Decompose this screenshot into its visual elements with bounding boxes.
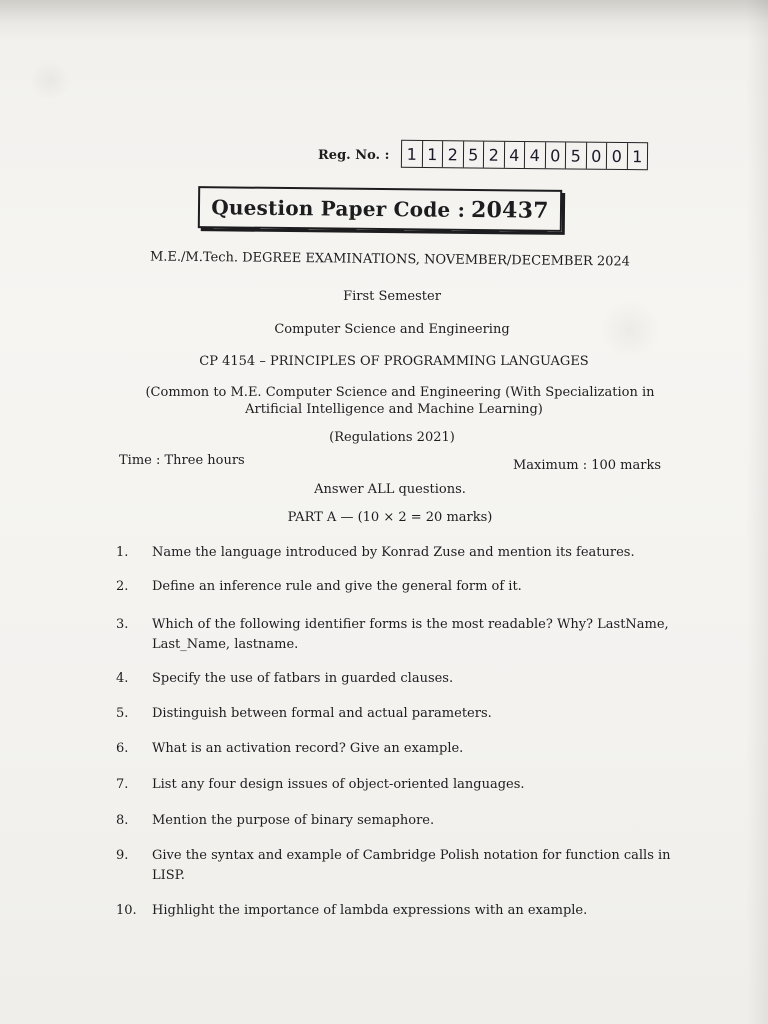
part-a-heading: PART A — (10 × 2 = 20 marks): [287, 510, 493, 525]
question-text: Which of the following identifier forms is the most readable? Why? LastName, Last_Name, lastname.: [152, 617, 669, 652]
reg-label: Reg. No. :: [318, 147, 390, 163]
reg-digit: 0: [607, 143, 628, 169]
semester: First Semester: [343, 289, 441, 304]
question-text: Distinguish between formal and actual parameters.: [152, 706, 492, 721]
common-note-line1: (Common to M.E. Computer Science and Engineering (With Specialization in: [145, 385, 655, 400]
question-number: 2.: [116, 579, 129, 594]
reg-digit: 4: [525, 142, 546, 168]
regulations: (Regulations 2021): [329, 430, 455, 445]
question-text: Mention the purpose of binary semaphore.: [152, 813, 435, 828]
reg-digit: 0: [546, 142, 567, 168]
question-text: Name the language introduced by Konrad Zuse and mention its features.: [152, 545, 635, 560]
paper-code-label: Question Paper Code :: [211, 195, 466, 222]
reg-digit: 1: [402, 141, 423, 167]
reg-digit: 5: [464, 141, 485, 167]
course-title: CP 4154 – PRINCIPLES OF PROGRAMMING LANGUAGES: [199, 354, 589, 369]
question-number: 5.: [116, 706, 129, 721]
question-text: Define an inference rule and give the general form of it.: [152, 579, 522, 594]
instruction: Answer ALL questions.: [314, 482, 466, 497]
question-text: What is an activation record? Give an example.: [152, 741, 464, 756]
reg-digit: 5: [566, 142, 587, 168]
scan-top-edge: [0, 0, 768, 40]
question-paper-code: [198, 186, 562, 232]
exam-title: M.E./M.Tech. DEGREE EXAMINATIONS, NOVEMBER/DECEMBER 2024: [149, 249, 631, 270]
reg-digit: 1: [632, 146, 643, 166]
department: Computer Science and Engineering: [274, 322, 510, 337]
question-text: Highlight the importance of lambda expressions with an example.: [152, 903, 588, 918]
question-number: 1.: [116, 545, 129, 560]
question-number: 6.: [116, 741, 129, 756]
reg-digit: 4: [505, 142, 526, 168]
question-number: 3.: [116, 617, 129, 632]
maximum-marks: Maximum : 100 marks: [513, 458, 662, 473]
question-number: 4.: [116, 671, 129, 686]
question-number: 8.: [116, 813, 129, 828]
question-number: 9.: [116, 848, 129, 863]
question-number: 7.: [116, 777, 129, 792]
reg-digit: 1: [423, 141, 444, 167]
question-text: List any four design issues of object-oriented languages.: [152, 777, 525, 792]
question-text: Give the syntax and example of Cambridge Polish notation for function calls in LISP.: [152, 848, 671, 883]
paper-code-value: 20437: [470, 196, 549, 224]
reg-digit-boxes: [401, 140, 648, 171]
exam-duration: Time : Three hours: [119, 453, 245, 468]
scan-smudge: [30, 60, 70, 100]
registration-number: [318, 138, 648, 172]
reg-digit: 0: [587, 143, 608, 169]
question-number: 10.: [116, 903, 137, 918]
reg-digit: 2: [484, 142, 505, 168]
reg-digit: 2: [443, 141, 464, 167]
question-text: Specify the use of fatbars in guarded clauses.: [152, 671, 454, 686]
common-note-line2: Artificial Intelligence and Machine Learning): [245, 402, 543, 417]
